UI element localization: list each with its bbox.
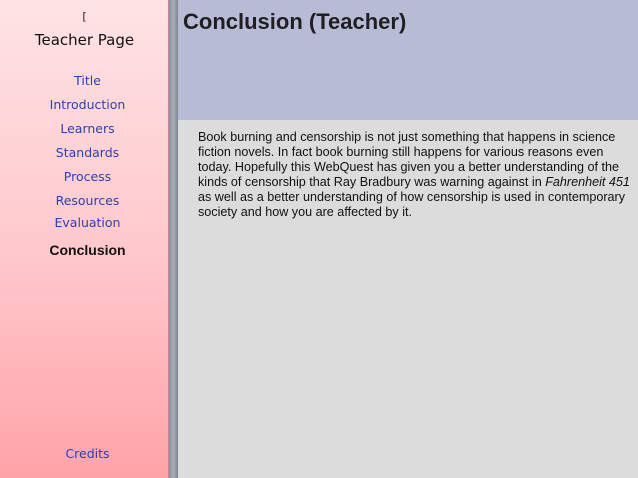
- nav-current-conclusion: Conclusion: [49, 242, 126, 258]
- sidebar-divider: [169, 0, 178, 478]
- book-title: Fahrenheit 451: [545, 175, 630, 189]
- sidebar: [0, 0, 169, 478]
- conclusion-paragraph: [198, 130, 634, 220]
- nav-link-credits[interactable]: Credits: [65, 446, 110, 461]
- nav-link-process[interactable]: Process: [63, 169, 112, 184]
- paragraph-part-2: as well as a better understanding of how censorship is used in contemporary society and how you are affected by it.: [198, 190, 626, 219]
- nav-link-introduction[interactable]: Introduction: [49, 97, 126, 112]
- nav-link-learners[interactable]: Learners: [60, 121, 115, 136]
- nav-link-evaluation[interactable]: Evaluation: [54, 215, 121, 230]
- nav-link-standards[interactable]: Standards: [55, 145, 120, 160]
- nav-link-resources[interactable]: Resources: [55, 193, 120, 208]
- nav-link-title[interactable]: Title: [74, 73, 101, 88]
- page-title: Conclusion (Teacher): [183, 9, 407, 34]
- sidebar-heading: Teacher Page: [34, 31, 135, 49]
- sidebar-bracket: [: [82, 10, 87, 23]
- paragraph-part-1: Book burning and censorship is not just something that happens in science fiction novels. In fact book burning still happens for various reasons even today. Hopefully this WebQuest has given you a better understanding of the kinds of censorship that Ray Bradbury was warning against in: [198, 130, 619, 189]
